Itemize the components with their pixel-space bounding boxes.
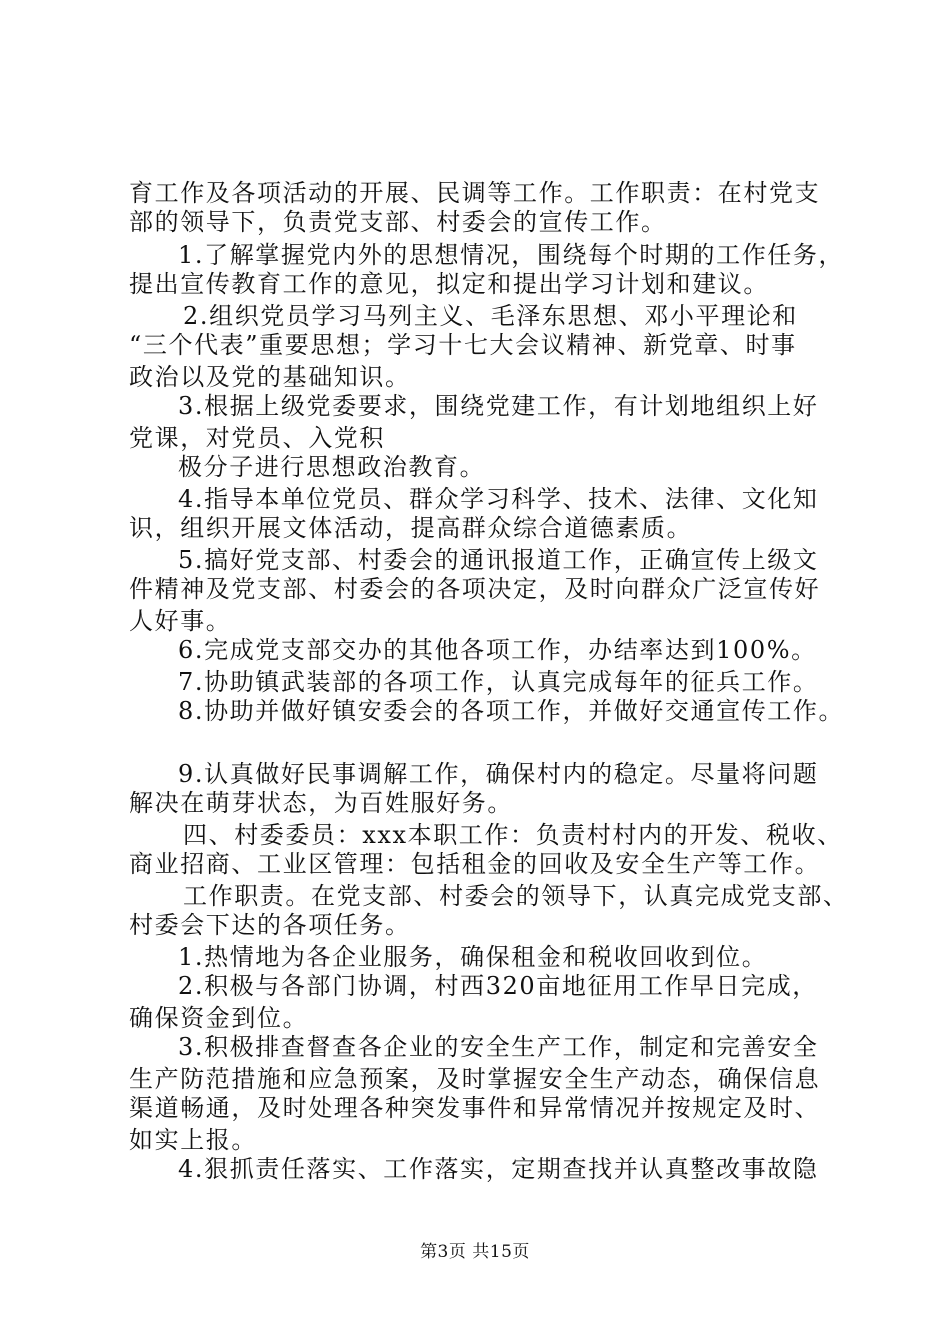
text-line: 工作职责。在党支部、村委会的领导下，认真完成党支部、 — [183, 882, 849, 910]
text-line: 2.组织党员学习马列主义、毛泽东思想、邓小平理论和 — [183, 302, 798, 330]
text-line: 如实上报。 — [129, 1126, 257, 1154]
text-line: 4.指导本单位党员、群众学习科学、技术、法律、文化知 — [178, 485, 819, 513]
text-line: 提出宣传教育工作的意见，拟定和提出学习计划和建议。 — [129, 270, 769, 298]
text-line: 确保资金到位。 — [129, 1004, 309, 1032]
text-line: “三个代表”重要思想；学习十七大会议精神、新党章、时事 — [129, 331, 797, 359]
text-line: 解决在萌芽状态，为百姓服好务。 — [129, 789, 513, 817]
text-line: 育工作及各项活动的开展、民调等工作。工作职责：在村党支 — [129, 179, 821, 207]
text-line: 部的领导下，负责党支部、村委会的宣传工作。 — [129, 208, 667, 236]
text-line: 9.认真做好民事调解工作，确保村内的稳定。尽量将问题 — [178, 760, 819, 788]
text-line: 渠道畅通，及时处理各种突发事件和异常情况并按规定及时、 — [129, 1094, 821, 1122]
text-line: 生产防范措施和应急预案，及时掌握安全生产动态，确保信息 — [129, 1065, 821, 1093]
text-line: 1.热情地为各企业服务，确保租金和税收回收到位。 — [178, 943, 768, 971]
text-line: 识，组织开展文体活动，提高群众综合道德素质。 — [129, 514, 693, 542]
text-line: 5.搞好党支部、村委会的通讯报道工作，正确宣传上级文 — [178, 546, 819, 574]
text-line: 3.积极排查督查各企业的安全生产工作，制定和完善安全 — [178, 1033, 819, 1061]
text-line: 7.协助镇武装部的各项工作，认真完成每年的征兵工作。 — [178, 668, 819, 696]
text-line: 6.完成党支部交办的其他各项工作，办结率达到100%。 — [178, 636, 817, 664]
text-line: 2.积极与各部门协调，村西320亩地征用工作早日完成， — [178, 972, 818, 1000]
text-line: 件精神及党支部、村委会的各项决定，及时向群众广泛宣传好 — [129, 575, 821, 603]
text-line: 党课，对党员、入党积 — [129, 424, 385, 452]
text-line: 政治以及党的基础知识。 — [129, 363, 411, 391]
text-line: 人好事。 — [129, 607, 232, 635]
text-line: 1.了解掌握党内外的思想情况，围绕每个时期的工作任务， — [178, 241, 845, 269]
text-line: 商业招商、工业区管理：包括租金的回收及安全生产等工作。 — [129, 850, 821, 878]
text-line: 极分子进行思想政治教育。 — [178, 453, 486, 481]
text-line: 村委会下达的各项任务。 — [129, 911, 411, 939]
text-line: 8.协助并做好镇安委会的各项工作，并做好交通宣传工作。 — [178, 697, 845, 725]
text-line: 3.根据上级党委要求，围绕党建工作，有计划地组织上好 — [178, 392, 819, 420]
text-line: 4.狠抓责任落实、工作落实，定期查找并认真整改事故隐 — [178, 1155, 819, 1183]
text-line: 四、村委委员：xxx本职工作：负责村村内的开发、税收、 — [183, 821, 843, 849]
page-number: 第3页 共15页 — [420, 1242, 530, 1262]
